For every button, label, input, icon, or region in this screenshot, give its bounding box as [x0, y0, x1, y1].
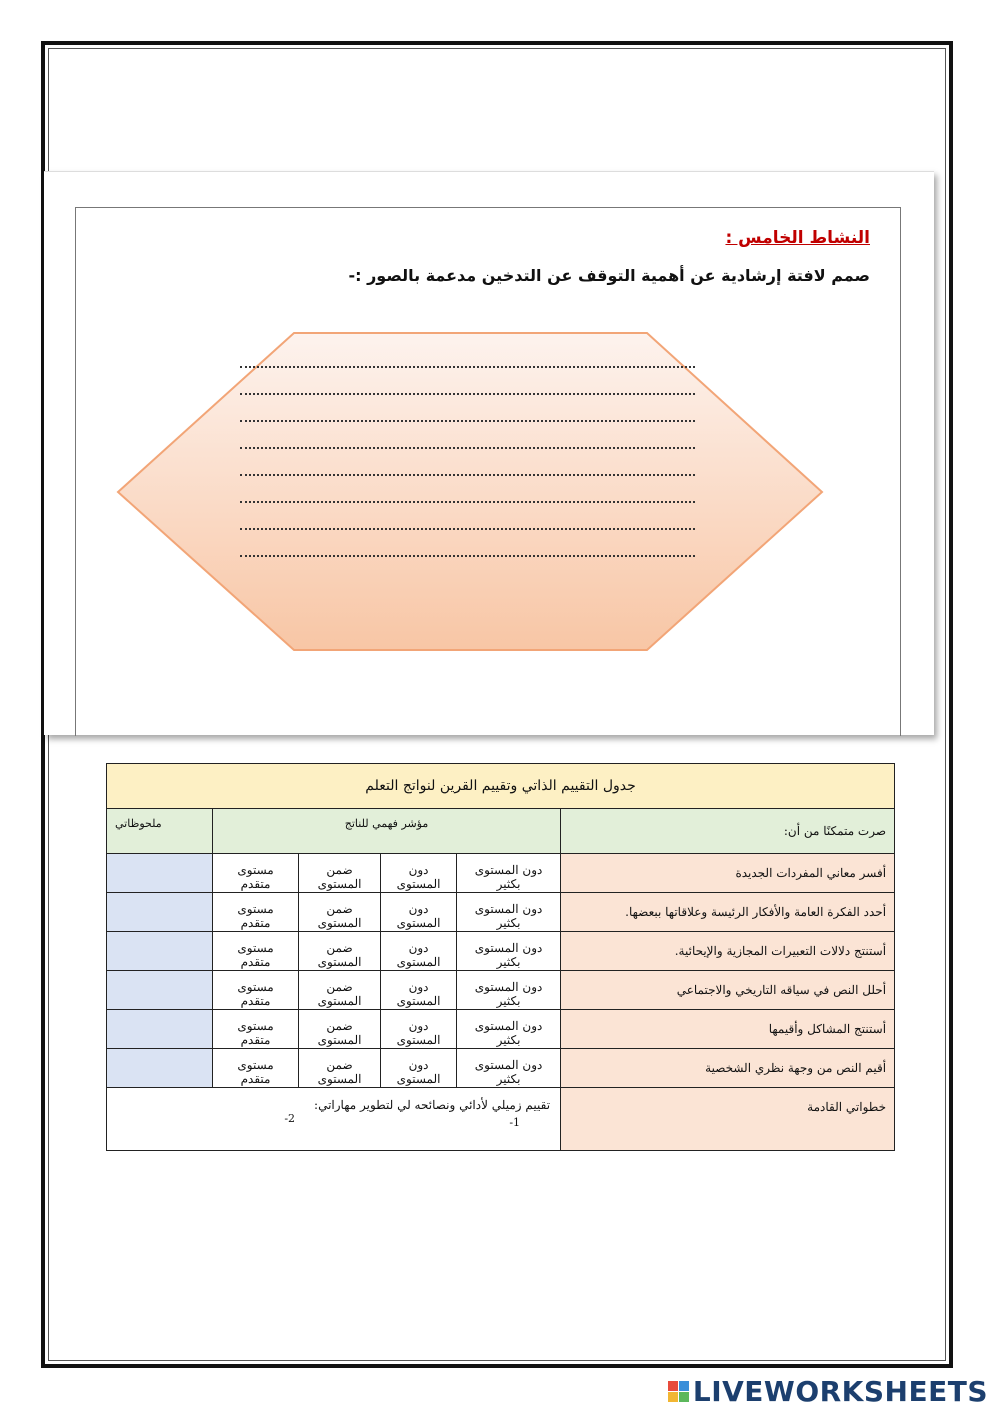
- notes-header: ملحوظاتي: [107, 809, 213, 854]
- level-option[interactable]: دون المستوى بكثير: [457, 893, 561, 932]
- activity-card: [44, 171, 934, 735]
- level-option[interactable]: مستوى متقدم: [213, 893, 299, 932]
- activity-title: النشاط الخامس :: [725, 228, 870, 248]
- indicator-header: مؤشر فهمي للناتج: [213, 809, 561, 854]
- table-title: جدول التقييم الذاتي وتقييم القرين لنواتج التعلم: [107, 764, 895, 809]
- notes-cell[interactable]: [107, 893, 213, 932]
- writing-line[interactable]: [240, 472, 695, 476]
- level-option[interactable]: مستوى متقدم: [213, 932, 299, 971]
- skill-cell: أحلل النص في سياقه التاريخي والاجتماعي: [561, 971, 895, 1010]
- table-row: [107, 893, 895, 932]
- notes-cell[interactable]: [107, 971, 213, 1010]
- footer-row: [107, 1088, 895, 1151]
- table-row: [107, 1010, 895, 1049]
- table-title-row: [107, 764, 895, 809]
- brand-text: LIVEWORKSHEETS: [692, 1375, 988, 1408]
- level-option[interactable]: ضمن المستوى: [299, 1049, 381, 1088]
- skill-cell: أستنتج المشاكل وأقيمها: [561, 1010, 895, 1049]
- skill-header: صرت متمكنًا من أن:: [561, 809, 895, 854]
- skill-cell: أفسر معاني المفردات الجديدة: [561, 854, 895, 893]
- skill-cell: أحدد الفكرة العامة والأفكار الرئيسة وعلاقاتها ببعضها.: [561, 893, 895, 932]
- level-option[interactable]: ضمن المستوى: [299, 971, 381, 1010]
- notes-cell[interactable]: [107, 854, 213, 893]
- writing-line[interactable]: [240, 526, 695, 530]
- peer-feedback-item-2: 2-: [284, 1112, 296, 1125]
- level-option[interactable]: ضمن المستوى: [299, 893, 381, 932]
- level-option[interactable]: ضمن المستوى: [299, 854, 381, 893]
- level-option[interactable]: دون المستوى: [381, 893, 457, 932]
- skill-cell: أستنتج دلالات التعبيرات المجازية والإيحائية.: [561, 932, 895, 971]
- table-header-row: [107, 809, 895, 854]
- level-option[interactable]: دون المستوى بكثير: [457, 1010, 561, 1049]
- writing-line[interactable]: [240, 418, 695, 422]
- writing-line[interactable]: [240, 499, 695, 503]
- table-row: [107, 971, 895, 1010]
- level-option[interactable]: دون المستوى: [381, 1010, 457, 1049]
- level-option[interactable]: دون المستوى: [381, 932, 457, 971]
- level-option[interactable]: دون المستوى: [381, 971, 457, 1010]
- skill-cell: أقيم النص من وجهة نظري الشخصية: [561, 1049, 895, 1088]
- level-option[interactable]: ضمن المستوى: [299, 1010, 381, 1049]
- writing-line[interactable]: [240, 553, 695, 557]
- level-option[interactable]: دون المستوى بكثير: [457, 932, 561, 971]
- writing-line[interactable]: [240, 391, 695, 395]
- level-option[interactable]: دون المستوى بكثير: [457, 971, 561, 1010]
- liveworksheets-logo: [668, 1375, 988, 1408]
- notes-cell[interactable]: [107, 1049, 213, 1088]
- table-row: [107, 932, 895, 971]
- activity-instruction: صمم لافتة إرشادية عن أهمية التوقف عن التدخين مدعمة بالصور :-: [348, 266, 870, 285]
- level-option[interactable]: مستوى متقدم: [213, 1010, 299, 1049]
- level-option[interactable]: دون المستوى بكثير: [457, 1049, 561, 1088]
- peer-feedback-item-1: 1-: [509, 1116, 521, 1129]
- level-option[interactable]: مستوى متقدم: [213, 854, 299, 893]
- assessment-table: [106, 763, 895, 1151]
- writing-lines[interactable]: [240, 364, 695, 580]
- notes-cell[interactable]: [107, 932, 213, 971]
- level-option[interactable]: دون المستوى: [381, 854, 457, 893]
- peer-feedback-cell[interactable]: [107, 1088, 561, 1151]
- table-row: [107, 854, 895, 893]
- level-option[interactable]: ضمن المستوى: [299, 932, 381, 971]
- level-option[interactable]: مستوى متقدم: [213, 1049, 299, 1088]
- liveworksheets-logo-icon: [668, 1381, 689, 1402]
- notes-cell[interactable]: [107, 1010, 213, 1049]
- table-row: [107, 1049, 895, 1088]
- level-option[interactable]: دون المستوى بكثير: [457, 854, 561, 893]
- level-option[interactable]: دون المستوى: [381, 1049, 457, 1088]
- peer-feedback-label: تقييم زميلي لأدائي ونصائحه لي لتطوير مهاراتي:: [314, 1098, 551, 1112]
- next-steps-label: خطواتي القادمة: [561, 1088, 895, 1151]
- level-option[interactable]: مستوى متقدم: [213, 971, 299, 1010]
- writing-line[interactable]: [240, 445, 695, 449]
- writing-line[interactable]: [240, 364, 695, 368]
